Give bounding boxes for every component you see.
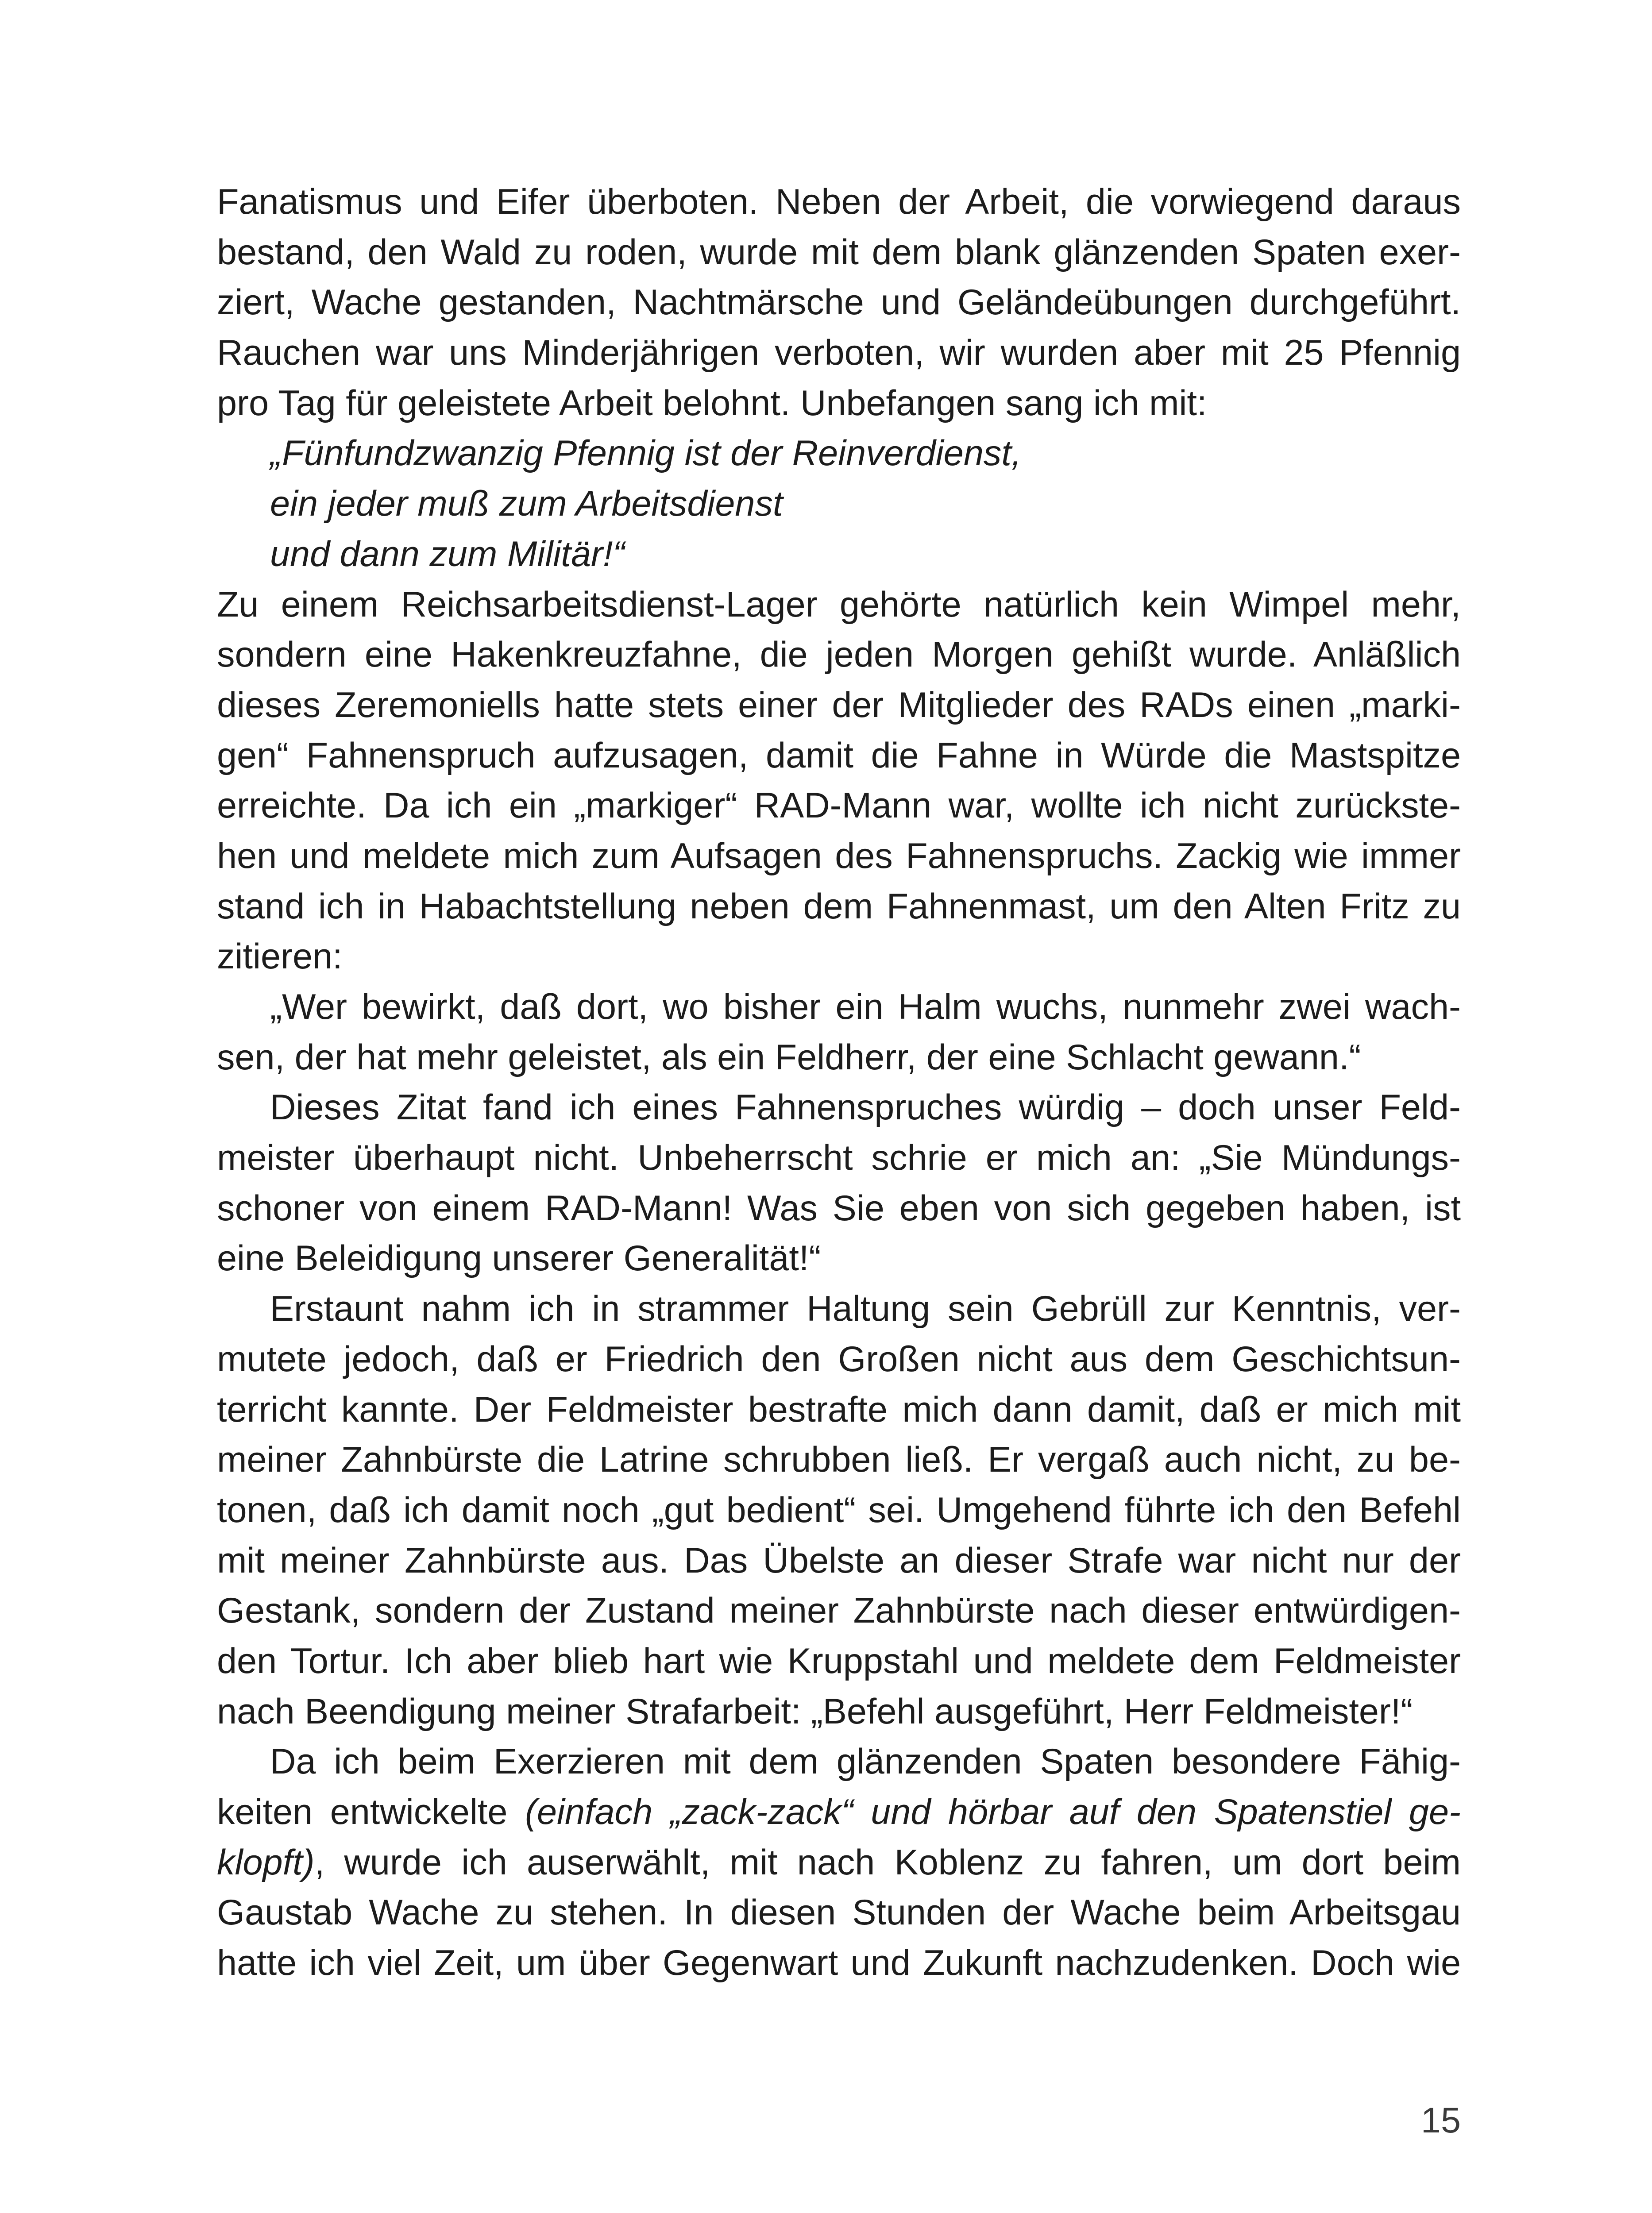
quote-line: „Wer bewirkt, daß dort, wo bisher ein Halm wuchs, nunmehr zwei wach- xyxy=(270,987,1461,1027)
text-line: Gaustab Wache zu stehen. In diesen Stunden der Wache beim Arbeitsgau xyxy=(217,1893,1461,1933)
text-line: tonen, daß ich damit noch „gut bedient“ sei. Umgehend führte ich den Befehl xyxy=(217,1490,1461,1530)
text-line: hatte ich viel Zeit, um über Gegenwart und Zukunft nachzudenken. Doch wie xyxy=(217,1943,1461,1983)
verse-line: ein jeder muß zum Arbeitsdienst xyxy=(270,484,783,524)
text-line: zitieren: xyxy=(217,937,343,977)
text-line: Rauchen war uns Minderjährigen verboten, wir wurden aber mit 25 Pfennig xyxy=(217,333,1461,373)
text-line: pro Tag für geleistete Arbeit belohnt. Unbefangen sang ich mit: xyxy=(217,383,1207,423)
body-text xyxy=(217,177,1461,1989)
text-line: bestand, den Wald zu roden, wurde mit dem blank glänzenden Spaten exer- xyxy=(217,232,1461,272)
text-line: gen“ Fahnenspruch aufzusagen, damit die Fahne in Würde die Mastspitze xyxy=(217,735,1461,775)
text-line: hen und meldete mich zum Aufsagen des Fahnenspruchs. Zackig wie immer xyxy=(217,836,1461,876)
text-line xyxy=(217,1838,1461,1888)
text-line: schoner von einem RAD-Mann! Was Sie eben von sich gegeben haben, ist xyxy=(217,1188,1461,1228)
text-line: meister überhaupt nicht. Unbeherrscht schrie er mich an: „Sie Mündungs- xyxy=(217,1138,1461,1178)
text-line: sondern eine Hakenkreuzfahne, die jeden Morgen gehißt wurde. Anläßlich xyxy=(217,635,1461,675)
text-segment: , wurde ich auserwählt, mit nach Koblenz zu fahren, um dort beim xyxy=(314,1842,1461,1882)
text-line: nach Beendigung meiner Strafarbeit: „Befehl ausgeführt, Herr Feldmeister!“ xyxy=(217,1691,1413,1731)
text-line: Gestank, sondern der Zustand meiner Zahnbürste nach dieser entwürdigen- xyxy=(217,1591,1461,1631)
page-number: 15 xyxy=(1420,2101,1461,2140)
text-line: erreichte. Da ich ein „markiger“ RAD-Mann war, wollte ich nicht zurückste- xyxy=(217,786,1461,826)
verse-line: und dann zum Militär!“ xyxy=(270,534,625,574)
quote-line: sen, der hat mehr geleistet, als ein Feldherr, der eine Schlacht gewann.“ xyxy=(217,1037,1361,1077)
italic-segment: klopft) xyxy=(217,1842,315,1882)
text-line: mutete jedoch, daß er Friedrich den Großen nicht aus dem Geschichtsun- xyxy=(217,1339,1461,1379)
text-line: Erstaunt nahm ich in strammer Haltung sein Gebrüll zur Kenntnis, ver- xyxy=(270,1289,1461,1329)
text-line: Zu einem Reichsarbeitsdienst-Lager gehörte natürlich kein Wimpel mehr, xyxy=(217,584,1461,625)
text-segment: keiten entwickelte xyxy=(217,1792,525,1832)
italic-segment: (einfach „zack-zack“ und hörbar auf den Spatenstiel ge- xyxy=(525,1792,1461,1832)
text-line xyxy=(217,1787,1461,1838)
text-line: Da ich beim Exerzieren mit dem glänzenden Spaten besondere Fähig- xyxy=(270,1742,1461,1782)
text-line: mit meiner Zahnbürste aus. Das Übelste an dieser Strafe war nicht nur der xyxy=(217,1540,1461,1581)
text-line: Dieses Zitat fand ich eines Fahnenspruches würdig – doch unser Feld- xyxy=(270,1087,1461,1128)
text-line: stand ich in Habachtstellung neben dem Fahnenmast, um den Alten Fritz zu xyxy=(217,886,1461,926)
text-line: Fanatismus und Eifer überboten. Neben der Arbeit, die vorwiegend daraus xyxy=(217,182,1461,222)
text-line: dieses Zeremoniells hatte stets einer der Mitglieder des RADs einen „marki- xyxy=(217,685,1461,725)
text-line: den Tortur. Ich aber blieb hart wie Kruppstahl und meldete dem Feldmeister xyxy=(217,1641,1461,1681)
verse-line: „Fünfundzwanzig Pfennig ist der Reinverdienst, xyxy=(270,433,1022,474)
text-line: ziert, Wache gestanden, Nachtmärsche und Geländeübungen durchgeführt. xyxy=(217,282,1461,323)
text-line: eine Beleidigung unserer Generalität!“ xyxy=(217,1238,821,1279)
text-line: meiner Zahnbürste die Latrine schrubben ließ. Er vergaß auch nicht, zu be- xyxy=(217,1440,1461,1480)
text-line: terricht kannte. Der Feldmeister bestrafte mich dann damit, daß er mich mit xyxy=(217,1389,1461,1430)
